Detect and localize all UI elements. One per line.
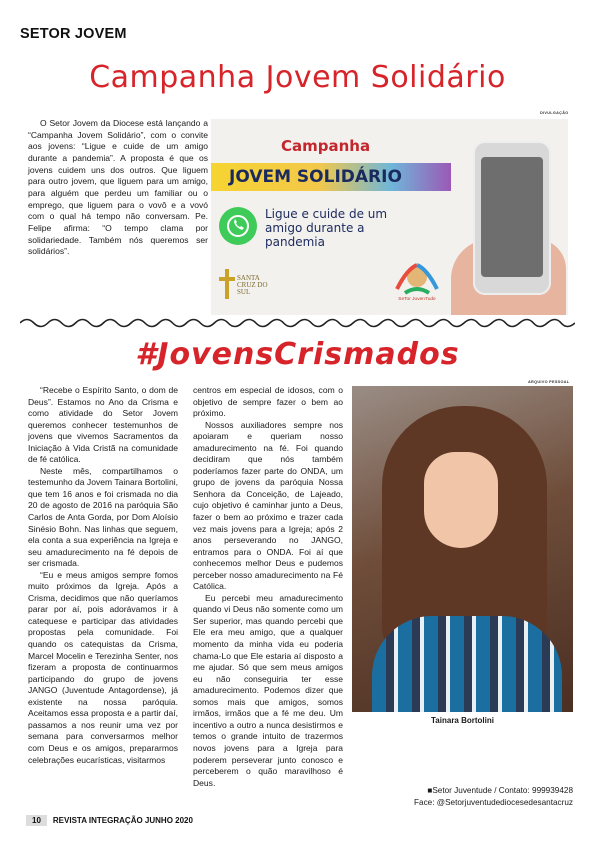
banner-jovem-solidario-text: JOVEM SOLIDÁRIO [229, 167, 402, 187]
page-footer [26, 815, 193, 826]
banner-campanha-text: Campanha [281, 137, 371, 155]
photo-credit: ARQUIVO PESSOAL [528, 380, 570, 384]
paragraph: Eu percebi meu amadurecimento quando vi Deus não somente como um Ser superior, mas quando percebi que Ele era meu amigo, que a qualquer momento da minha vida eu poderia chama-Lo que Ele estaria aí disposto a me ajudar. Só que sem meus amigos eu não conseguiria ter esse amadurecimento. Podemos dizer que somos mais que amigos, somos irmãos, irmãos que a fé me deu. Um incentivo a outro a nunca desistirmos e temos o grande intuito de trazermos novos jovens para a Igreja para poderem perseverar junto conosco e perceberem o quão maravilhoso é Deus. [193, 592, 343, 788]
intro-paragraph: O Setor Jovem da Diocese está lançando a “Campanha Jovem Solidário”, com o convite aos jovens: “Ligue e cuide de um amigo durante a pandemia”. A proposta é que os jovens cuidem uns dos outros. Que liguem para outro jovem, que liguem para um amigo, para alguém que perdeu um familiar ou o emprego, que liguem para o vovô e a vovó com o qual há tempo não conversam. Pe. Felipe afirma: “O tempo clama por solidariedade. Também nós queremos ser solidários”. [28, 118, 208, 257]
paragraph: Nossos auxiliadores sempre nos apoiaram e queriam nosso amadurecimento na fé. Foi quando decidiram que nós também poderíamos fazer parte do ONDA, um grupo de jovens da paróquia Nossa Senhora da Conceição, de Lajeado, cujo objetivo é caminhar junto a Deus, fazer o bem ao próximo e trazer cada vez mais jovens para a Igreja; após 2 anos perseverando no JANGO, entramos para o ONDA. Foi aí que conhecemos melhor Deus e pudemos perceber nosso amadurecimento na Fé Católica. [193, 419, 343, 592]
paragraph: centros em especial de idosos, com o objetivo de sempre fazer o bem ao próximo. [193, 385, 343, 419]
banner-image-credit: DIVULGAÇÃO [540, 111, 569, 115]
whatsapp-icon [219, 207, 257, 245]
intro-text [28, 118, 208, 258]
banner-message: Ligue e cuide de um amigo durante a pandemia [265, 207, 388, 249]
juventude-logo: SeTor JuvenTude [387, 259, 447, 309]
campaign-banner [211, 119, 568, 315]
photo-caption: Tainara Bortolini [431, 716, 494, 725]
paragraph: “Recebe o Espírito Santo, o dom de Deus”. Estamos no Ano da Crisma e como atividade do Setor Jovem queremos conhecer testemunhos de jovens que vivemos Sacramentos da Iniciação à Vida Cristã na comunidade de fé católica. [28, 385, 178, 465]
article-column-1 [28, 385, 178, 766]
section-label: SETOR JOVEM [20, 26, 127, 42]
diocese-logo: SANTA CRUZ DO SUL [219, 269, 277, 305]
hashtag-title: #JovensCrismados [135, 337, 460, 372]
phone-graphic [473, 141, 551, 295]
page-number: 10 [26, 815, 47, 826]
article-title: Campanha Jovem Solidário [89, 60, 506, 95]
portrait-photo [352, 386, 573, 712]
contact-info [352, 785, 573, 808]
paragraph: Neste mês, compartilhamos o testemunho da Jovem Tainara Bortolini, que tem 16 anos e foi crismada no dia 20 de agosto de 2016 na paróquia São Carlos de Anta Gorda, por Dom Aloísio Sinésio Bohn. Nas linhas que seguem, ela conta a sua experiência na Igreja e seu amadurecimento na fé depois de ser crismada. [28, 465, 178, 569]
paragraph: “Eu e meus amigos sempre fomos muito próximos da Igreja. Após a Crisma, decidimos que não queríamos parar por aí, pois adorávamos ir à catequese e participar das atividades propostas pela comunidade. Foi quando os catequistas da Crisma, Marcel Mocelin e Terezinha Senter, nos fizeram a proposta de continuarmos participando do grupo de jovens JANGO (Juventude Antagordense), já existente na nossa paróquia. Aceitamos essa proposta e a partir daí, passamos a nos reunir uma vez por semana para conversarmos melhor com Deus e os amigos, prepararmos celebrações eucarísticas, visitarmos [28, 569, 178, 765]
wavy-divider [20, 315, 575, 331]
contact-line: ■Setor Juventude / Contato: 999939428 [427, 786, 573, 795]
article-column-2 [193, 385, 343, 789]
magazine-name: REVISTA INTEGRAÇÃO JUNHO 2020 [52, 816, 193, 825]
facebook-line: Face: @Setorjuventudediocesedesantacruz [414, 797, 573, 807]
